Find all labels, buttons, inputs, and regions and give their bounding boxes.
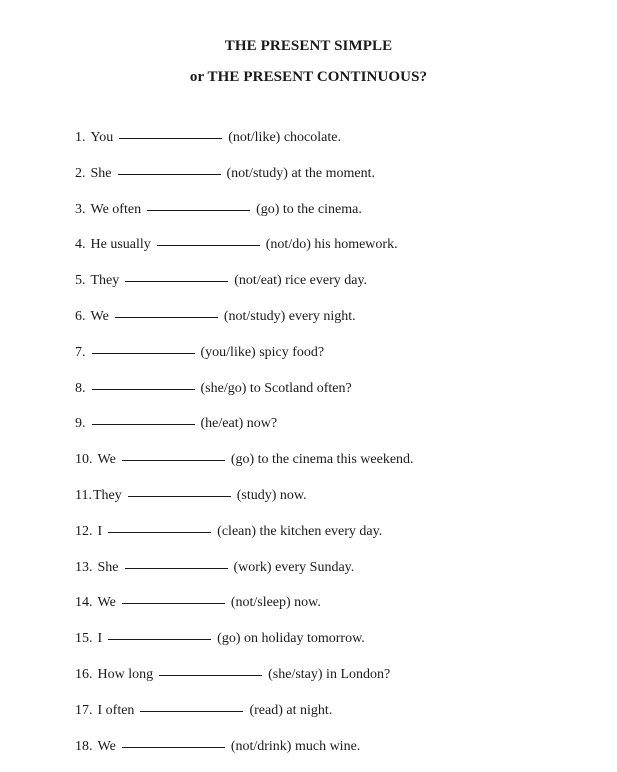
exercise-prompt: (not/study) every night. bbox=[223, 308, 356, 324]
answer-blank[interactable] bbox=[119, 137, 222, 139]
exercise-prompt: (go) to the cinema this weekend. bbox=[230, 452, 414, 468]
exercise-item-3 bbox=[75, 200, 595, 236]
exercise-item-17 bbox=[75, 701, 595, 737]
exercise-number: 18. bbox=[75, 738, 93, 754]
worksheet-title: THE PRESENT SIMPLE bbox=[224, 38, 393, 54]
exercise-prefix: I often bbox=[97, 702, 135, 718]
exercise-prompt: (not/study) at the moment. bbox=[226, 165, 376, 181]
exercise-prefix: She bbox=[90, 165, 112, 181]
exercise-prefix: We bbox=[90, 308, 109, 324]
exercise-number: 7. bbox=[75, 344, 86, 360]
exercise-number: 11. bbox=[75, 487, 92, 503]
exercise-item-2 bbox=[75, 164, 595, 200]
answer-blank[interactable] bbox=[108, 638, 211, 640]
exercise-item-4 bbox=[75, 235, 595, 271]
exercise-prefix: How long bbox=[97, 666, 154, 682]
exercise-prompt: (not/do) his homework. bbox=[265, 237, 398, 253]
exercise-item-9 bbox=[75, 414, 595, 450]
exercise-prompt: (read) at night. bbox=[249, 702, 333, 718]
exercise-prefix: We bbox=[97, 452, 116, 468]
exercise-item-10 bbox=[75, 450, 595, 486]
exercise-number: 15. bbox=[75, 631, 93, 647]
exercise-prompt: (go) on holiday tomorrow. bbox=[217, 631, 365, 647]
answer-blank[interactable] bbox=[122, 459, 225, 461]
exercise-prefix: I bbox=[97, 631, 103, 647]
answer-blank[interactable] bbox=[92, 388, 195, 390]
exercise-prompt: (you/like) spicy food? bbox=[200, 344, 325, 360]
exercise-prefix: We often bbox=[90, 201, 142, 217]
exercise-item-16 bbox=[75, 665, 595, 701]
answer-blank[interactable] bbox=[122, 602, 225, 604]
answer-blank[interactable] bbox=[147, 209, 250, 211]
answer-blank[interactable] bbox=[115, 316, 218, 318]
exercise-prefix: They bbox=[92, 487, 122, 503]
exercise-prompt: (she/stay) in London? bbox=[268, 666, 391, 682]
exercise-number: 3. bbox=[75, 201, 86, 217]
answer-blank[interactable] bbox=[125, 567, 228, 569]
exercise-number: 2. bbox=[75, 165, 86, 181]
exercise-prompt: (she/go) to Scotland often? bbox=[200, 380, 352, 396]
exercise-prompt: (study) now. bbox=[236, 487, 307, 503]
exercise-prefix: We bbox=[97, 738, 116, 754]
exercise-number: 14. bbox=[75, 595, 93, 611]
exercise-prompt: (not/sleep) now. bbox=[230, 595, 321, 611]
exercise-prefix: They bbox=[90, 273, 120, 289]
answer-blank[interactable] bbox=[128, 495, 231, 497]
exercise-item-15 bbox=[75, 629, 595, 665]
exercise-number: 8. bbox=[75, 380, 86, 396]
answer-blank[interactable] bbox=[159, 674, 262, 676]
exercise-item-12 bbox=[75, 522, 595, 558]
answer-blank[interactable] bbox=[125, 280, 228, 282]
exercise-prompt: (not/like) chocolate. bbox=[228, 130, 341, 145]
exercise-item-18 bbox=[75, 737, 595, 772]
answer-blank[interactable] bbox=[92, 423, 195, 425]
exercise-number: 9. bbox=[75, 416, 86, 432]
exercise-prefix: You bbox=[90, 130, 114, 145]
exercise-item-8 bbox=[75, 379, 595, 415]
answer-blank[interactable] bbox=[92, 352, 195, 354]
exercise-prefix: He usually bbox=[90, 237, 151, 253]
worksheet-subtitle: or THE PRESENT CONTINUOUS? bbox=[189, 69, 428, 85]
exercise-number: 5. bbox=[75, 273, 86, 289]
exercise-number: 4. bbox=[75, 237, 86, 253]
exercise-prompt: (not/eat) rice every day. bbox=[234, 273, 368, 289]
exercise-list bbox=[75, 128, 595, 772]
exercise-item-1 bbox=[75, 128, 595, 164]
answer-blank[interactable] bbox=[122, 746, 225, 748]
exercise-number: 12. bbox=[75, 523, 93, 539]
exercise-prompt: (he/eat) now? bbox=[200, 416, 278, 432]
exercise-item-13 bbox=[75, 558, 595, 594]
answer-blank[interactable] bbox=[108, 531, 211, 533]
exercise-item-11 bbox=[75, 486, 595, 522]
exercise-number: 1. bbox=[75, 130, 86, 145]
answer-blank[interactable] bbox=[118, 173, 221, 175]
exercise-item-6 bbox=[75, 307, 595, 343]
exercise-number: 16. bbox=[75, 666, 93, 682]
exercise-number: 17. bbox=[75, 702, 93, 718]
exercise-number: 6. bbox=[75, 308, 86, 324]
exercise-prompt: (go) to the cinema. bbox=[256, 201, 362, 217]
exercise-item-14 bbox=[75, 593, 595, 629]
exercise-prompt: (clean) the kitchen every day. bbox=[217, 523, 383, 539]
exercise-prefix: She bbox=[97, 559, 119, 575]
exercise-prefix: I bbox=[97, 523, 103, 539]
exercise-number: 13. bbox=[75, 559, 93, 575]
exercise-prompt: (not/drink) much wine. bbox=[230, 738, 361, 754]
answer-blank[interactable] bbox=[157, 244, 260, 246]
exercise-prompt: (work) every Sunday. bbox=[233, 559, 355, 575]
exercise-item-7 bbox=[75, 343, 595, 379]
exercise-item-5 bbox=[75, 271, 595, 307]
exercise-prefix: We bbox=[97, 595, 116, 611]
answer-blank[interactable] bbox=[140, 710, 243, 712]
exercise-number: 10. bbox=[75, 452, 93, 468]
